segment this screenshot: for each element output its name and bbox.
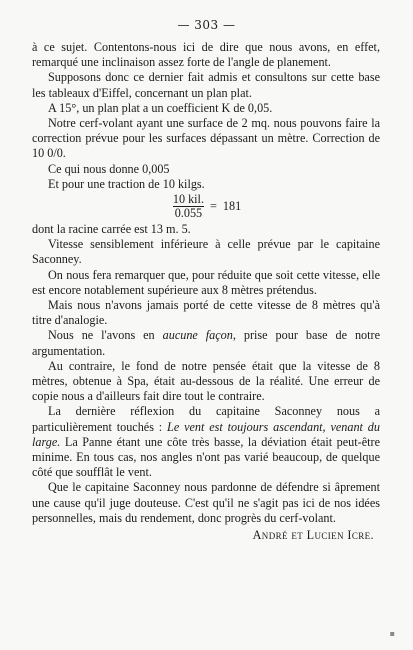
page-number: — 303 — [177, 18, 236, 32]
equals-sign: = [210, 198, 217, 213]
fraction-numerator: 10 kil. [172, 192, 204, 207]
paragraph: dont la racine carrée est 13 m. 5. [32, 222, 191, 237]
italic-text: Le vent est toujours ascendant, venant du large. [32, 419, 380, 449]
fraction [171, 193, 206, 220]
italic-text: aucune façon [162, 328, 233, 343]
paragraph: Et pour une traction de 10 kilgs. [48, 176, 205, 191]
scan-mark: ▪ [389, 629, 395, 638]
paragraph: Au contraire, le fond de notre pensée était que la vitesse de 8 mètres, obtenue à Spa, était au-dessous de la réalité. Une erreur de copie nous a d'ailleurs fait dire tout le contraire. [32, 358, 380, 404]
paragraph: Mais nous n'avons jamais porté de cette vitesse de 8 mètres qu'à titre d'analogie. [32, 298, 380, 328]
paragraph [32, 328, 380, 358]
paragraph [32, 404, 380, 480]
paragraph: Ce qui nous donne 0,005 [48, 161, 170, 176]
text-run: La Panne étant une côte très basse, la déviation était peut-être minime. En tous cas, nos angles n'ont pas varié beaucoup, de quelque côté que soufflât le vent. [32, 434, 380, 480]
paragraph: Supposons donc ce dernier fait admis et consultons sur cette base les tableaux d'Eiffel, concernant un plan plat. [32, 70, 380, 100]
signature: André et Lucien Icre. [252, 528, 374, 543]
paragraph: Que le capitaine Saconney nous pardonne de défendre si âprement une cause qu'il juge douteuse. C'est qu'il ne s'agit pas ici de nos idées personnelles, mais du rendement, donc progrès du cerf-volant. [32, 480, 380, 525]
fraction-equation [32, 193, 380, 220]
fraction-result: 181 [222, 198, 242, 213]
paragraph: Notre cerf-volant ayant une surface de 2 mq. nous pouvons faire la correction prévue pour les surfaces dépassant un mètre. Correction de 10 0/0. [32, 116, 380, 161]
text-run: , prise pour base de notre argumentation. [32, 328, 380, 358]
body-text [32, 40, 380, 543]
paragraph: A 15°, un plan plat a un coefficient K de 0,05. [48, 100, 273, 115]
paragraph: Vitesse sensiblement inférieure à celle prévue par le capitaine Saconney. [32, 237, 380, 267]
text-run: La dernière réflexion du capitaine Saconney nous a particulièrement touchés : [32, 404, 380, 434]
fraction-denominator: 0.055 [174, 206, 203, 221]
text-run: Nous ne l'avons en [48, 328, 163, 343]
paragraph: à ce sujet. Contentons-nous ici de dire que nous avons, en effet, remarqué une inclinaison assez forte de l'angle de planement. [32, 40, 380, 70]
paragraph: On nous fera remarquer que, pour réduite que soit cette vitesse, elle est encore notablement supérieure aux 8 mètres prétendus. [32, 267, 380, 297]
